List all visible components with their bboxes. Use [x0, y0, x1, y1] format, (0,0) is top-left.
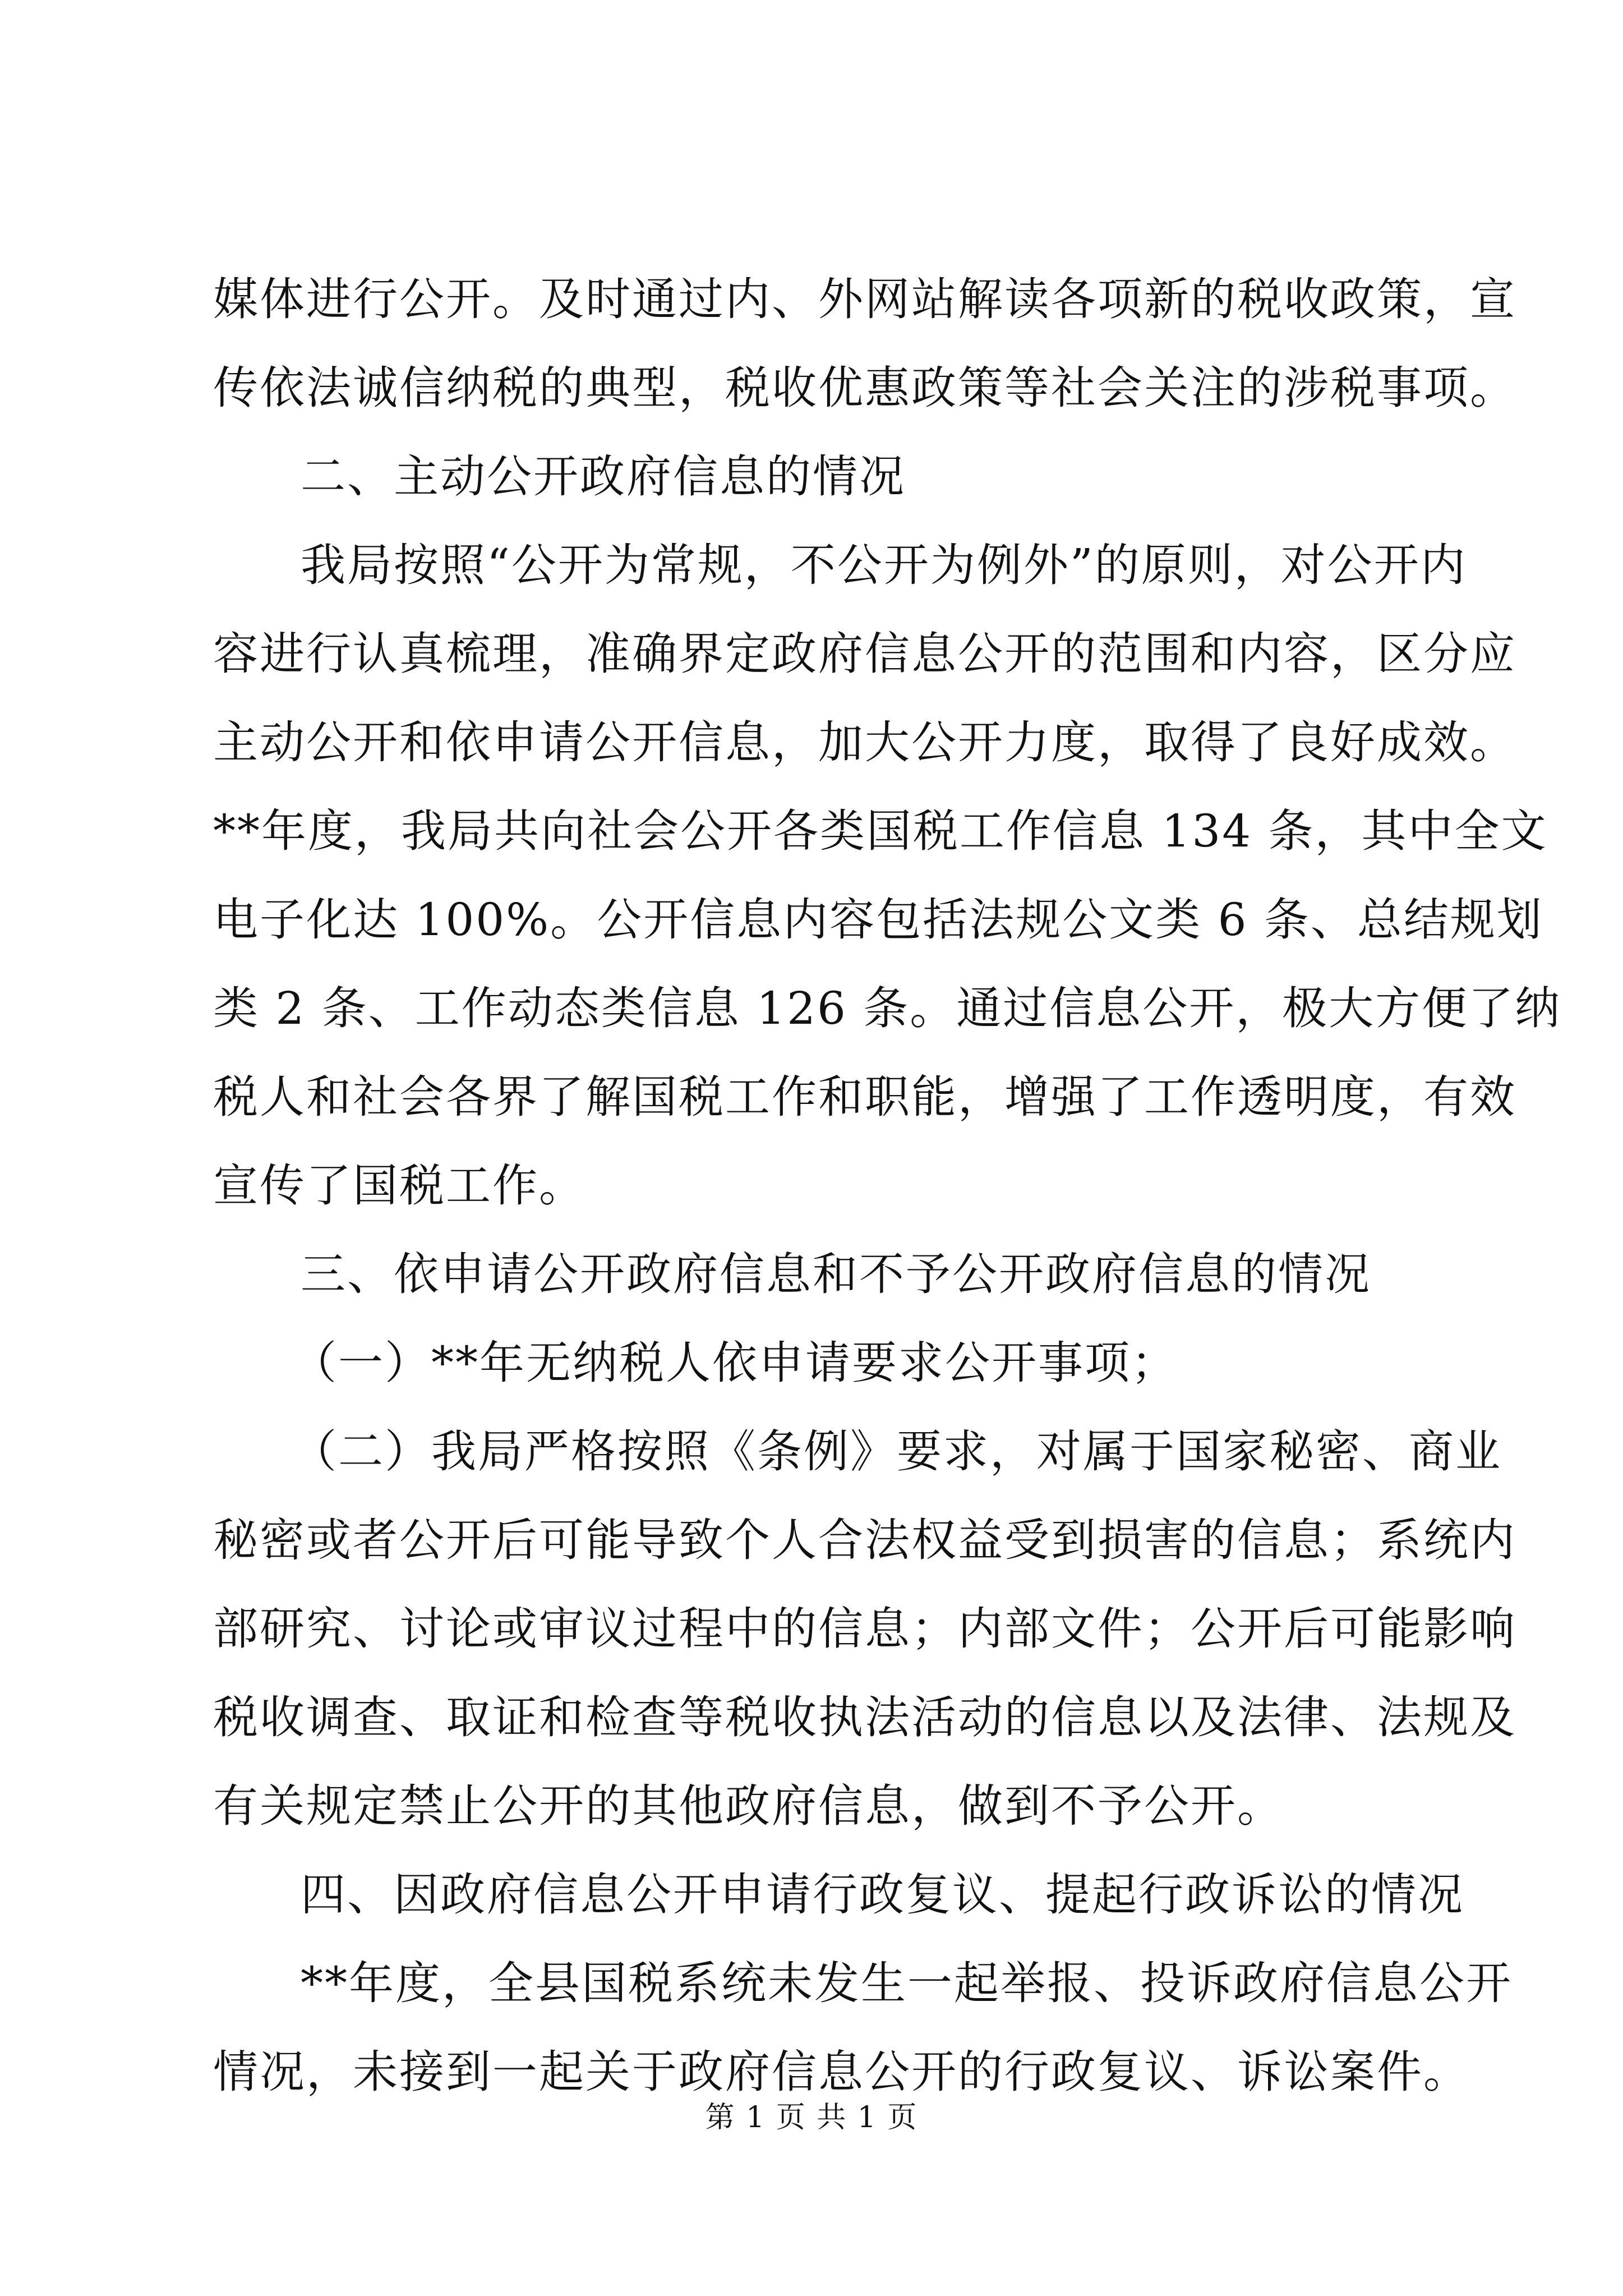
section-heading: 二、主动公开政府信息的情况: [301, 450, 906, 503]
section-heading: 四、因政府信息公开申请行政复议、提起行政诉讼的情况: [301, 1869, 1464, 1921]
paragraph-line: 媒体进行公开。及时通过内、外网站解读各项新的税收政策，宣: [213, 273, 1516, 325]
paragraph-line: 秘密或者公开后可能导致个人合法权益受到损害的信息；系统内: [213, 1514, 1516, 1566]
paragraph-line: 传依法诚信纳税的典型，税收优惠政策等社会关注的涉税事项。: [213, 362, 1516, 414]
paragraph-line: 宣传了国税工作。: [213, 1159, 585, 1212]
paragraph-line: **年度，我局共向社会公开各类国税工作信息 134 条，其中全文: [213, 805, 1548, 857]
paragraph-line: 容进行认真梳理，准确界定政府信息公开的范围和内容，区分应: [213, 628, 1516, 680]
paragraph-line: **年度，全县国税系统未发生一起举报、投诉政府信息公开: [301, 1957, 1513, 2009]
paragraph-line: 我局按照“公开为常规，不公开为例外”的原则，对公开内: [301, 539, 1467, 591]
paragraph-line: 主动公开和依申请公开信息，加大公开力度，取得了良好成效。: [213, 716, 1516, 769]
page-footer: 第 1 页 共 1 页: [705, 2101, 918, 2134]
paragraph-line: 电子化达 100%。公开信息内容包括法规公文类 6 条、总结规划: [213, 894, 1543, 946]
paragraph-line: 税人和社会各界了解国税工作和职能，增强了工作透明度，有效: [213, 1071, 1516, 1123]
list-item: （二）我局严格按照《条例》要求，对属于国家秘密、商业: [292, 1425, 1502, 1478]
list-item: （一）**年无纳税人依申请要求公开事项；: [292, 1337, 1178, 1389]
paragraph-line: 情况，未接到一起关于政府信息公开的行政复议、诉讼案件。: [213, 2046, 1470, 2098]
paragraph-line: 类 2 条、工作动态类信息 126 条。通过信息公开，极大方便了纳: [213, 982, 1562, 1034]
section-heading: 三、依申请公开政府信息和不予公开政府信息的情况: [301, 1248, 1371, 1300]
paragraph-line: 部研究、讨论或审议过程中的信息；内部文件；公开后可能影响: [213, 1603, 1516, 1655]
paragraph-line: 有关规定禁止公开的其他政府信息，做到不予公开。: [213, 1780, 1284, 1832]
paragraph-line: 税收调查、取证和检查等税收执法活动的信息以及法律、法规及: [213, 1691, 1516, 1743]
document-body: [213, 255, 1562, 2116]
